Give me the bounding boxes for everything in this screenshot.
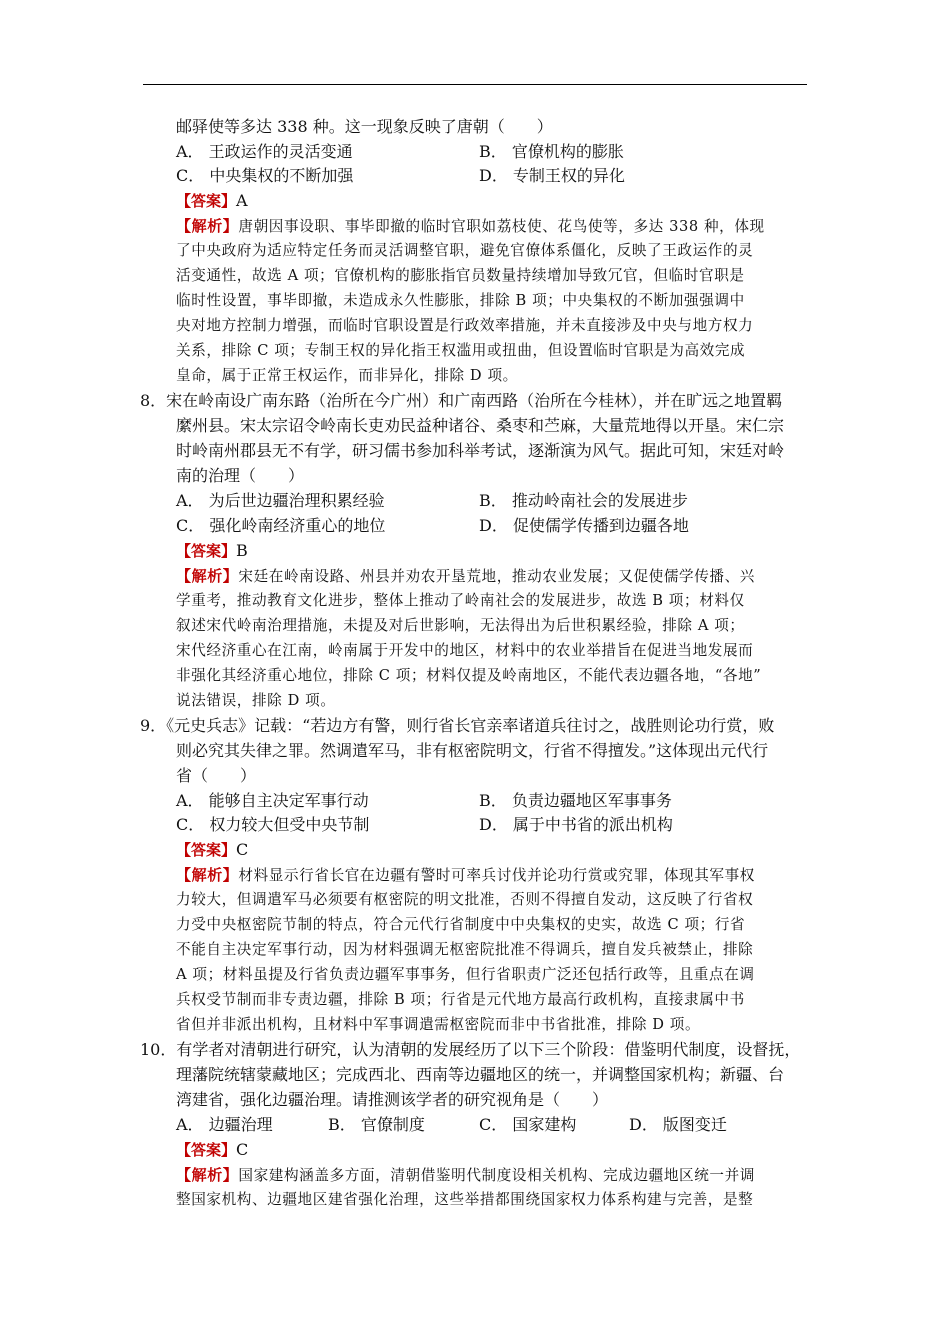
answer-tag: 【答案】 (176, 542, 237, 560)
q10-option-c: C． 国家建构 (479, 1115, 577, 1134)
q9-analysis-line: A 项；材料虽提及行省负责边疆军事事务，但行省职责广泛还包括行政等，且重点在调 (176, 966, 755, 983)
q8-stem-line: 南的治理（ ） (176, 466, 305, 485)
q10-answer-line (176, 1140, 810, 1160)
q9-analysis-line: 兵权受节制而非专责边疆，排除 B 项；行省是元代地方最高行政机构，直接隶属中书 (176, 991, 745, 1008)
q9-answer: C (236, 840, 249, 859)
q8-option-c: C． 强化岭南经济重心的地位 (176, 516, 386, 535)
q9-answer-line (176, 840, 810, 860)
answer-tag: 【答案】 (176, 1141, 237, 1159)
q7-option-d: D． 专制王权的异化 (479, 166, 625, 185)
answer-tag: 【答案】 (176, 192, 237, 210)
q8-analysis-line: 叙述宋代岭南治理措施，未提及对后世影响，无法得出为后世积累经验，排除 A 项； (176, 617, 745, 634)
q8-option-d: D． 促使儒学传播到边疆各地 (479, 516, 689, 535)
q8-analysis-line: 宋代经济重心在江南，岭南属于开发中的地区，材料中的农业举措旨在促进当地发展而 (176, 642, 754, 659)
q10-analysis-line: 整国家机构、边疆地区建省强化治理，这些举措都围绕国家权力体系构建与完善，是整 (176, 1191, 754, 1208)
analysis-tag: 【解析】 (176, 1166, 239, 1184)
analysis-tag: 【解析】 (176, 567, 239, 585)
q10-stem-line: 理藩院统辖蒙藏地区；完成西北、西南等边疆地区的统一，并调整国家机构；新疆、台 (176, 1065, 785, 1084)
q8-stem-line: 时岭南州郡县无不有学，研习儒书参加科举考试，逐渐演为风气。据此可知，宋廷对岭 (176, 441, 785, 460)
q8-answer-line (176, 541, 810, 561)
q7-option-b: B． 官僚机构的膨胀 (479, 142, 624, 161)
q9-analysis-line: 省但并非派出机构，且材料中军事调遣需枢密院而非中书省批准，排除 D 项。 (176, 1016, 701, 1033)
answer-tag: 【答案】 (176, 841, 237, 859)
q7-option-a: A． 王政运作的灵活变通 (176, 142, 353, 161)
q7-analysis-line: 皇命，属于正常王权运作，而非异化，排除 D 项。 (176, 367, 518, 384)
analysis-tag: 【解析】 (176, 217, 239, 235)
analysis-tag: 【解析】 (176, 866, 239, 884)
q7-analysis-line: 央对地方控制力增强，而临时官职设置是行政效率措施，并未直接涉及中央与地方权力 (176, 317, 754, 334)
q7-option-c: C． 中央集权的不断加强 (176, 166, 354, 185)
q8-option-b: B． 推动岭南社会的发展进步 (479, 491, 688, 510)
q9-stem-line: 省（ ） (176, 766, 257, 785)
q9-option-c: C． 权力较大但受中央节制 (176, 815, 370, 834)
q9-analysis-line: 力较大，但调遣军马必须要有枢密院的明文批准，否则不得擅自发动，这反映了行省权 (176, 891, 754, 908)
q8-option-a: A． 为后世边疆治理积累经验 (176, 491, 385, 510)
q10-stem-line: 10．有学者对清朝进行研究，认为清朝的发展经历了以下三个阶段：借鉴明代制度，设督抚， (140, 1040, 801, 1059)
q10-answer: C (236, 1140, 249, 1159)
q9-analysis-line: 【解析】材料显示行省长官在边疆有警时可率兵讨伐并论功行赏或究罪，体现其军事权 (176, 866, 755, 884)
q10-stem-line: 湾建省，强化边疆治理。请推测该学者的研究视角是（ ） (176, 1090, 609, 1109)
q8-analysis-line: 非强化其经济重心地位，排除 C 项；材料仅提及岭南地区，不能代表边疆各地，“各地” (176, 667, 762, 684)
q7-analysis-line: 临时性设置，事毕即撤，未造成永久性膨胀，排除 B 项；中央集权的不断加强强调中 (176, 292, 745, 309)
q8-stem-line: 縻州县。宋太宗诏令岭南长吏劝民益种诸谷、桑枣和苎麻，大量荒地得以开垦。宋仁宗 (176, 416, 785, 435)
q7-analysis-line: 关系，排除 C 项；专制王权的异化指王权滥用或扭曲，但设置临时官职是为高效完成 (176, 342, 746, 359)
q7-answer-line (176, 191, 810, 211)
q7-analysis-line: 活变通性，故选 A 项；官僚机构的膨胀指官员数量持续增加导致冗官，但临时官职是 (176, 267, 745, 284)
q7-analysis-line: 【解析】唐朝因事设职、事毕即撤的临时官职如荔枝使、花鸟使等，多达 338 种，体现 (176, 217, 765, 235)
q9-option-d: D． 属于中书省的派出机构 (479, 815, 673, 834)
q9-stem-line: 则必究其失律之罪。然调遣军马，非有枢密院明文，行省不得擅发。”这体现出元代行 (176, 741, 769, 760)
q9-option-a: A． 能够自主决定军事行动 (176, 791, 369, 810)
q8-stem-line: 8．宋在岭南设广南东路（治所在今广州）和广南西路（治所在今桂林），并在旷远之地置羁 (140, 391, 783, 410)
q7-stem-tail: 邮驿使等多达 338 种。这一现象反映了唐朝（ ） (176, 117, 553, 136)
q7-analysis-line: 了中央政府为适应特定任务而灵活调整官职，避免官僚体系僵化，反映了王政运作的灵 (176, 242, 754, 259)
header-rule (143, 84, 807, 85)
q8-answer: B (236, 541, 248, 560)
q8-analysis-line: 学重考，推动教育文化进步，整体上推动了岭南社会的发展进步，故选 B 项；材料仅 (176, 592, 745, 609)
q9-stem-line: 9．《元史兵志》记载：“若边方有警，则行省长官亲率诸道兵往讨之，战胜则论功行赏，败 (140, 716, 775, 735)
q9-analysis-line: 不能自主决定军事行动，因为材料强调无枢密院批准不得调兵，擅自发兵被禁止，排除 (176, 941, 754, 958)
q10-option-d: D． 版图变迁 (629, 1115, 727, 1134)
q8-analysis-line: 【解析】宋廷在岭南设路、州县并劝农开垦荒地，推动农业发展；又促使儒学传播、兴 (176, 567, 755, 585)
q9-option-b: B． 负责边疆地区军事事务 (479, 791, 672, 810)
q7-answer: A (236, 191, 248, 210)
q9-analysis-line: 力受中央枢密院节制的特点，符合元代行省制度中中央集权的史实，故选 C 项；行省 (176, 916, 746, 933)
q10-analysis-line: 【解析】国家建构涵盖多方面，清朝借鉴明代制度设相关机构、完成边疆地区统一并调 (176, 1166, 755, 1184)
q10-option-a: A． 边疆治理 (176, 1115, 273, 1134)
q8-analysis-line: 说法错误，排除 D 项。 (176, 692, 336, 709)
q10-option-b: B． 官僚制度 (328, 1115, 425, 1134)
